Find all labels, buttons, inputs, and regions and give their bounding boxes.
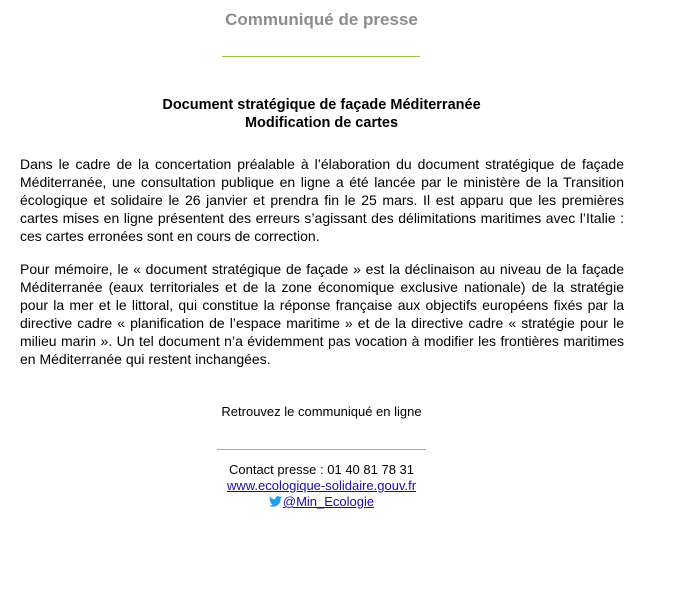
website-link[interactable]: www.ecologique-solidaire.gouv.fr (226, 478, 417, 493)
document-title-line-2: Modification de cartes (244, 115, 399, 131)
twitter-handle: @Min_Ecologie (282, 494, 375, 509)
document-title-line-1: Document stratégique de façade Méditerranée (162, 97, 481, 113)
body-paragraph-1: Dans le cadre de la concertation préalable à l’élaboration du document stratégique de façade Méditerranée, une consultation publique en ligne a été lancée par le ministère de la Transition écologique et solidaire le 26 janvier et prendra fin le 25 mars. Il est apparu que les premières cartes mises en ligne présentent des erreurs s’agissant des délimitations maritimes avec l’Italie : ces cartes erronées sont en cours de correction. (20, 156, 624, 244)
twitter-link[interactable] (269, 494, 374, 509)
press-contact: Contact presse : 01 40 81 78 31 (228, 462, 414, 477)
body-paragraph-2: Pour mémoire, le « document stratégique de façade » est la déclinaison au niveau de la façade Méditerranée (eaux territoriales et de la zone économique exclusive nationale) de la stratégie pour la mer et le littoral, qui constitue la réponse française aux objectifs européens fixés par la directive cadre « planification de l’espace maritime » et de la directive cadre « stratégie pour le milieu marin ». Un tel document n’a évidemment pas vocation à modifier les frontières maritimes en Méditerranée qui restent inchangées. (20, 261, 624, 367)
twitter-bird-icon (269, 496, 282, 507)
online-communique-text: Retrouvez le communiqué en ligne (221, 404, 422, 419)
twitter-line (0, 494, 643, 510)
footer-divider (217, 449, 426, 450)
website-line (0, 478, 643, 494)
page-header-title: Communiqué de presse (225, 10, 418, 29)
header-divider (222, 56, 420, 57)
document-title (0, 96, 643, 132)
